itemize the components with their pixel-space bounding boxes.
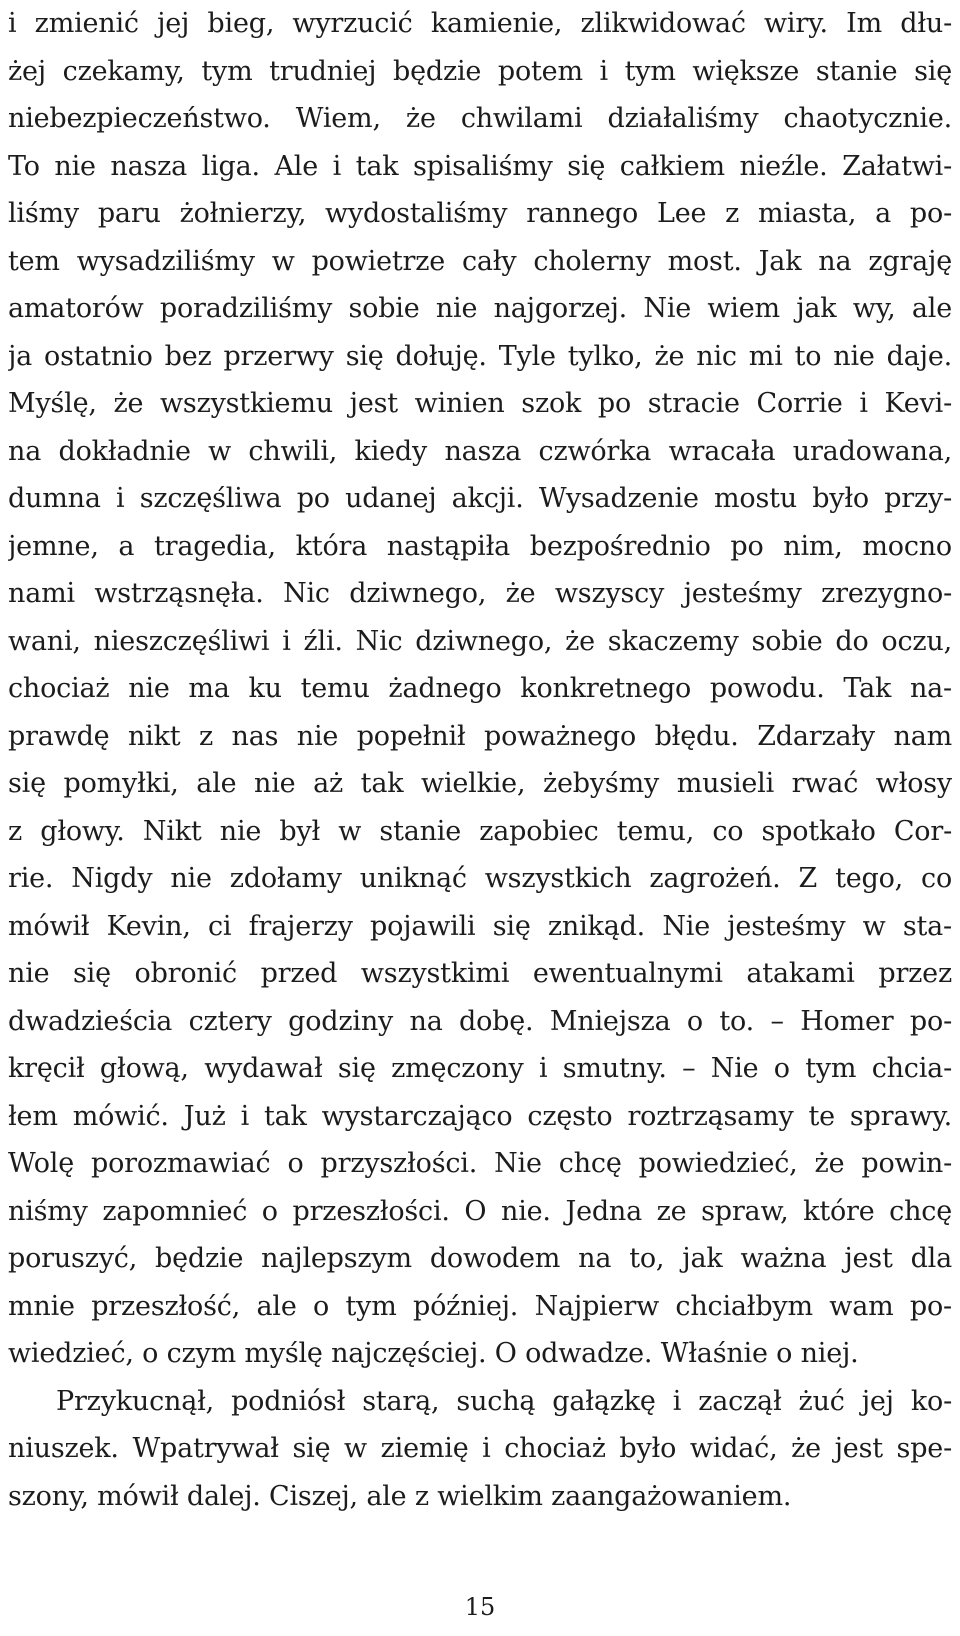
text-line: rie. Nigdy nie zdołamy uniknąć wszystkich zagrożeń. Z tego, co (8, 863, 952, 894)
text-line: liśmy paru żołnierzy, wydostaliśmy rannego Lee z miasta, a po- (8, 198, 952, 229)
text-line: żej czekamy, tym trudniej będzie potem i tym większe stanie się (8, 55, 952, 87)
text-line: ja ostatnio bez przerwy się dołuję. Tyle tylko, że nic mi to nie daje. (8, 340, 952, 372)
text-line: dumna i szczęśliwa po udanej akcji. Wysadzenie mostu było przy- (8, 483, 952, 514)
text-line: wani, nieszczęśliwi i źli. Nic dziwnego, że skaczemy sobie do oczu, (8, 625, 952, 657)
text-line: nie się obronić przed wszystkimi ewentualnymi atakami przez (8, 958, 952, 989)
text-line: tem wysadziliśmy w powietrze cały cholerny most. Jak na zgraję (8, 245, 952, 277)
text-line: nami wstrząsnęła. Nic dziwnego, że wszyscy jesteśmy zrezygno- (8, 578, 952, 609)
text-line: kręcił głową, wydawał się zmęczony i smutny. – Nie o tym chcia- (8, 1053, 952, 1084)
text-line: niśmy zapomnieć o przeszłości. O nie. Jedna ze spraw, które chcę (8, 1195, 952, 1227)
text-line: To nie nasza liga. Ale i tak spisaliśmy się całkiem nieźle. Załatwi- (8, 150, 952, 182)
text-line: z głowy. Nikt nie był w stanie zapobiec temu, co spotkało Cor- (8, 815, 952, 847)
text-line: na dokładnie w chwili, kiedy nasza czwórka wracała uradowana, (8, 435, 952, 467)
text-line: amatorów poradziliśmy sobie nie najgorzej. Nie wiem jak wy, ale (8, 293, 952, 324)
text-line: poruszyć, będzie najlepszym dowodem na to, jak ważna jest dla (8, 1243, 952, 1274)
text-line: łem mówić. Już i tak wystarczająco często roztrząsamy te sprawy. (8, 1100, 952, 1132)
text-line: Wolę porozmawiać o przyszłości. Nie chcę powiedzieć, że powin- (8, 1148, 952, 1179)
text-line: chociaż nie ma ku temu żadnego konkretnego powodu. Tak na- (8, 673, 952, 704)
text-line-paragraph-start: Przykucnął, podniósł starą, suchą gałązkę i zaczął żuć jej ko- (56, 1385, 952, 1417)
text-line-paragraph-end: szony, mówił dalej. Ciszej, ale z wielkim zaangażowaniem. (8, 1480, 792, 1512)
page-number: 15 (464, 1593, 496, 1621)
book-page-text (8, 0, 952, 1520)
text-line: się pomyłki, ale nie aż tak wielkie, żebyśmy musieli rwać włosy (8, 768, 952, 799)
text-line: niuszek. Wpatrywał się w ziemię i chociaż było widać, że jest spe- (8, 1433, 952, 1464)
text-line: mówił Kevin, ci frajerzy pojawili się znikąd. Nie jesteśmy w sta- (8, 910, 952, 942)
text-line: niebezpieczeństwo. Wiem, że chwilami działaliśmy chaotycznie. (8, 103, 952, 134)
text-line: jemne, a tragedia, która nastąpiła bezpośrednio po nim, mocno (8, 530, 952, 562)
text-line-paragraph-end: wiedzieć, o czym myślę najczęściej. O odwadze. Właśnie o niej. (8, 1338, 859, 1369)
text-line: Myślę, że wszystkiemu jest winien szok po stracie Corrie i Kevi- (8, 388, 952, 419)
text-line: i zmienić jej bieg, wyrzucić kamienie, zlikwidować wiry. Im dłu- (8, 8, 952, 39)
text-line: mnie przeszłość, ale o tym później. Najpierw chciałbym wam po- (8, 1290, 952, 1322)
text-line: dwadzieścia cztery godziny na dobę. Mniejsza o to. – Homer po- (8, 1005, 952, 1037)
text-line: prawdę nikt z nas nie popełnił poważnego błędu. Zdarzały nam (8, 720, 952, 752)
